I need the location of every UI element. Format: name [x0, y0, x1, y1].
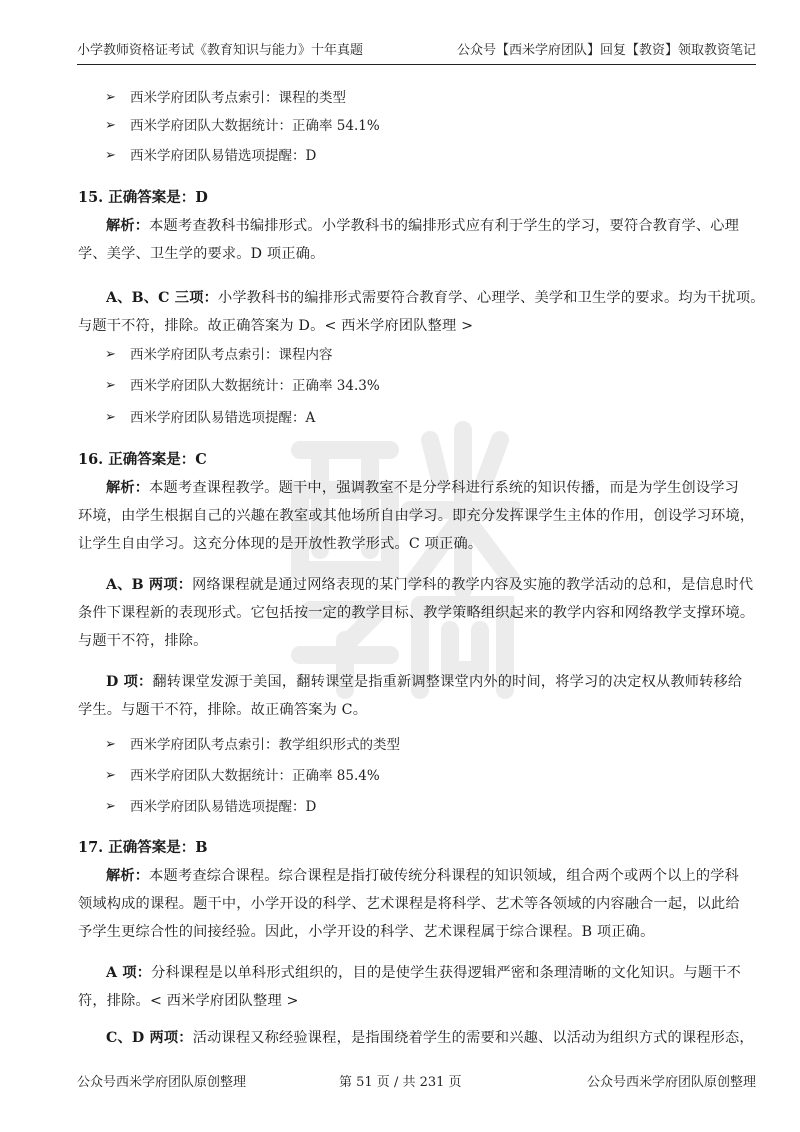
- question-15-answer: 15. 正确答案是：D: [78, 189, 208, 206]
- question-16-answer: 16. 正确答案是：C: [78, 451, 207, 468]
- arrow-bullet-icon: ➢: [105, 118, 116, 133]
- arrow-bullet-icon: ➢: [105, 799, 116, 814]
- q16-analysis: 解析：本题考查课程教学。题干中，强调教室不是分学科进行系统的知识传播，而是为学生创设学习 环境，由学生根据自己的兴趣在教室或其他场所自由学习。即充分发挥课学生主体的作用，创设学习环境， 让学生自由学习。这充分体现的是开放性教学形式。C 项正确。: [78, 480, 755, 552]
- arrow-bullet-icon: ➢: [105, 378, 116, 393]
- footer-left-note: 公众号西米学府团队原创整理: [77, 1075, 247, 1090]
- q17-option-a: A 项：分科课程是以单科形式组织的，目的是使学生获得逻辑严密和条理清晰的文化知识。与题干不 符，排除。< 西米学府团队整理 >: [78, 965, 742, 1009]
- arrow-bullet-icon: ➢: [105, 90, 116, 105]
- arrow-bullet-icon: ➢: [105, 347, 116, 362]
- arrow-bullet-icon: ➢: [105, 148, 116, 163]
- q17-analysis: 解析：本题考查综合课程。综合课程是指打破传统分科课程的知识领域，组合两个或两个以上的学科 领域构成的课程。题干中，小学开设的科学、艺术课程是将科学、艺术等各领域的内容融合一起，以此给 予学生更综合性的间接经验。因此，小学开设的科学、艺术课程属于综合课程。B 项正确。: [78, 868, 740, 940]
- question-17-answer: 17. 正确答案是：B: [78, 839, 208, 856]
- arrow-bullet-icon: ➢: [105, 768, 116, 783]
- page-number: 第 51 页 / 共 231 页: [339, 1075, 462, 1090]
- header-title: 小学教师资格证考试《教育知识与能力》十年真题: [77, 43, 364, 58]
- q16-option-d: D 项：翻转课堂发源于美国，翻转课堂是指重新调整课堂内外的时间，将学习的决定权从教师转移给 学生。与题干不符，排除。故正确答案为 C。: [78, 674, 743, 718]
- header-promo: 公众号【西米学府团队】回复【教资】领取教资笔记: [456, 43, 756, 58]
- q15-analysis: 解析：本题考查教科书编排形式。小学教科书的编排形式应有利于学生的学习，要符合教育学、心理 学、美学、卫生学的要求。D 项正确。: [78, 218, 740, 262]
- q16-options-ab: A、B 两项：网络课程就是通过网络表现的某门学科的教学内容及实施的教学活动的总和，是信息时代 条件下课程新的表现形式。它包括按一定的教学目标、教学策略组织起来的教学内容和网络教学支撑环境。 与题干不符，排除。: [78, 577, 755, 649]
- q15-options-abc: A、B、C 三项：小学教科书的编排形式需要符合教育学、心理学、美学和卫生学的要求。均为干扰项。 与题干不符，排除。故正确答案为 D。< 西米学府团队整理 >: [78, 290, 765, 334]
- watermark-logo: [280, 420, 520, 700]
- footer-right-note: 公众号西米学府团队原创整理: [586, 1075, 756, 1090]
- q17-options-cd: C、D 两项：活动课程又称经验课程，是指围绕着学生的需要和兴趣、以活动为组织方式的课程形态，: [106, 1030, 754, 1046]
- arrow-bullet-icon: ➢: [105, 737, 116, 752]
- page-footer: [77, 1071, 756, 1093]
- arrow-bullet-icon: ➢: [105, 410, 116, 425]
- page-header: [77, 40, 756, 65]
